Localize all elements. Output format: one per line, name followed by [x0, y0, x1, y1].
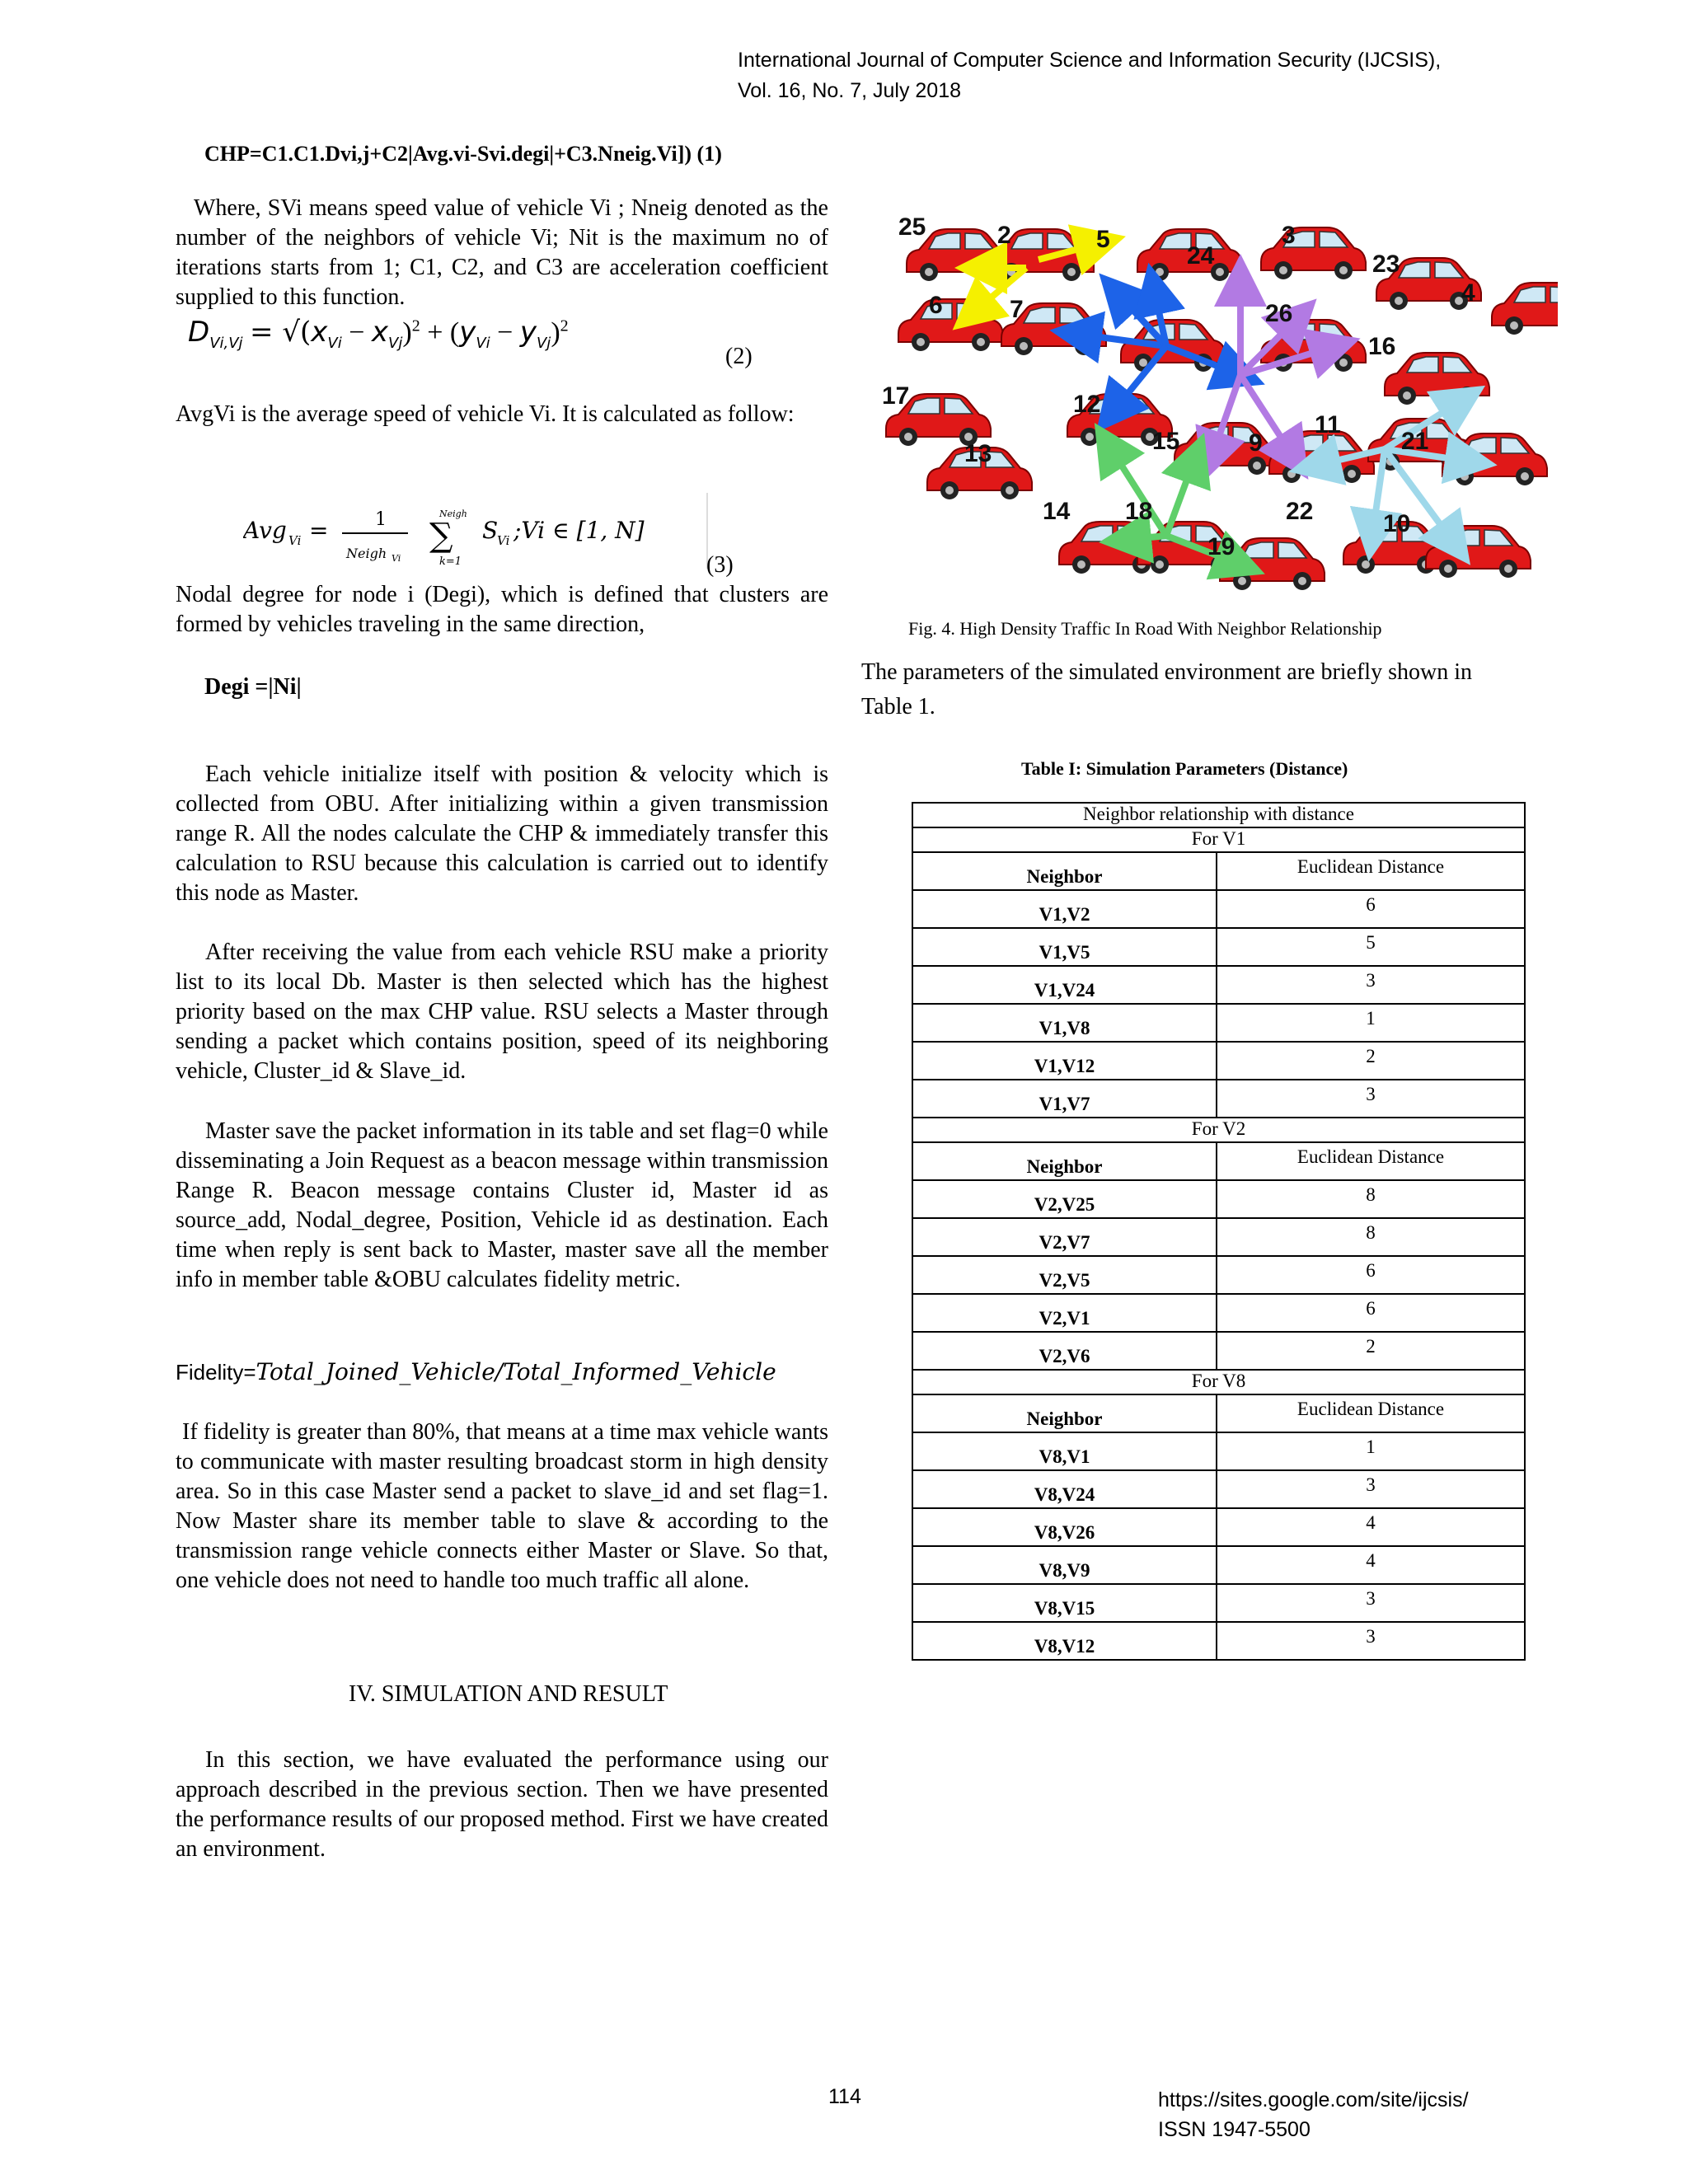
table-row — [912, 1622, 1525, 1660]
table-title-row — [912, 803, 1525, 827]
neighbor-pair: V1,V7 — [912, 1080, 1217, 1118]
euclidean-distance: 1 — [1217, 1004, 1525, 1042]
car-6 — [898, 299, 1003, 351]
svg-text:Avg: Avg — [243, 517, 287, 544]
fidelity-label: Fidelity= — [176, 1360, 256, 1385]
table-title: Neighbor relationship with distance — [912, 803, 1525, 827]
car-4 — [1492, 283, 1558, 335]
figure-label-16: 16 — [1368, 333, 1396, 360]
svg-text:Vi: Vi — [392, 553, 401, 564]
paragraph-2 — [176, 938, 828, 1086]
svg-text:Neigh: Neigh — [346, 546, 387, 561]
svg-text:Vi: Vi — [288, 533, 302, 548]
table-row — [912, 1218, 1525, 1256]
svg-text:Neigh: Neigh — [439, 509, 467, 519]
neighbor-pair: V1,V12 — [912, 1042, 1217, 1080]
section-heading: IV. SIMULATION AND RESULT — [349, 1681, 668, 1707]
car-16 — [1385, 353, 1489, 405]
footer-issn: ISSN 1947-5500 — [1158, 2118, 1311, 2141]
figure-label-6: 6 — [929, 292, 943, 319]
equation-1: CHP=C1.C1.Dvi,j+C2|Avg.vi-Svi.degi|+C3.Nneig.Vi]) (1) — [204, 142, 722, 166]
column-header-distance: Euclidean Distance — [1217, 852, 1525, 890]
euclidean-distance: 1 — [1217, 1432, 1525, 1470]
table-row — [912, 966, 1525, 1004]
figure-label-12: 12 — [1073, 391, 1101, 418]
neighbor-pair: V8,V24 — [912, 1470, 1217, 1508]
figure-label-10: 10 — [1383, 510, 1411, 537]
euclidean-distance: 2 — [1217, 1332, 1525, 1370]
neighbor-pair: V8,V12 — [912, 1622, 1217, 1660]
figure-label-17: 17 — [882, 382, 910, 410]
fidelity-formula — [176, 1358, 776, 1386]
neighbor-pair: V2,V25 — [912, 1180, 1217, 1218]
table-caption: Table I: Simulation Parameters (Distance) — [1021, 758, 1348, 779]
svg-text:Vi: Vi — [497, 533, 510, 548]
neighbor-pair: V8,V26 — [912, 1508, 1217, 1546]
table-row — [912, 1256, 1525, 1294]
euclidean-distance: 8 — [1217, 1180, 1525, 1218]
equation-3-formula — [243, 507, 705, 573]
paragraph-nodal-text: Nodal degree for node i (Degi), which is defined that clusters are formed by vehicles traveling in the same direction, — [176, 582, 828, 637]
paragraph-3 — [176, 1117, 828, 1295]
euclidean-distance: 6 — [1217, 890, 1525, 928]
table-row — [912, 1004, 1525, 1042]
paragraph-where-text: Where, SVi means speed value of vehicle Vi ; Nneig denoted as the number of the neighbors of vehicle Vi; Nit is the maximum no of iterations starts from 1; C1, C2, and C3 are acceleration coefficient supplied to this function. — [176, 195, 828, 310]
paragraph-4 — [176, 1418, 828, 1596]
neighbor-pair: V2,V7 — [912, 1218, 1217, 1256]
paragraph-4-text: If fidelity is greater than 80%, that means at a time max vehicle wants to communicate with master resulting broadcast storm in high density area. So in this case Master send a packet to slave_id and set flag=1. Now Master share its member table to slave & according to the transmission range vehicle connects either Master or Slave. So that, one vehicle does not need to handle too much traffic all alone. — [176, 1419, 828, 1593]
euclidean-distance: 3 — [1217, 1080, 1525, 1118]
paragraph-3-text: Master save the packet information in its table and set flag=0 while disseminating a Join Request as a beacon message within transmission Range R. Beacon message contains Cluster id, Master id as source_add, Nodal_degree, Position, Vehicle id as destination. Each time when reply is sent back to Master, master save all the member info in member table &OBU calculates fidelity metric. — [176, 1118, 828, 1292]
equation-2-formula: $D_{Vi,Vj} = √(x_{Vi} - x_{Vj})^2 + (y_{Vi} - y_{Vj})^2$ — [188, 316, 569, 352]
figure-label-24: 24 — [1187, 242, 1215, 269]
table-row — [912, 1080, 1525, 1118]
simulation-table — [912, 802, 1526, 1661]
svg-text:∑: ∑ — [429, 517, 453, 555]
figure-caption: Fig. 4. High Density Traffic In Road With Neighbor Relationship — [908, 618, 1382, 639]
figure-label-2: 2 — [997, 222, 1011, 249]
figure-label-22: 22 — [1286, 498, 1314, 525]
table-row — [912, 1546, 1525, 1584]
neighbor-pair: V2,V6 — [912, 1332, 1217, 1370]
table-group-title: For V1 — [912, 827, 1525, 852]
euclidean-distance: 3 — [1217, 1470, 1525, 1508]
figure-label-23: 23 — [1372, 251, 1400, 278]
table-row — [912, 1294, 1525, 1332]
figure-label-5: 5 — [1096, 226, 1110, 253]
neighbor-pair: V8,V15 — [912, 1584, 1217, 1622]
euclidean-distance: 4 — [1217, 1546, 1525, 1584]
table-header-row — [912, 852, 1525, 890]
table-group-row — [912, 1118, 1525, 1142]
journal-title: International Journal of Computer Science and Information Security (IJCSIS), — [738, 49, 1442, 72]
euclidean-distance: 4 — [1217, 1508, 1525, 1546]
euclidean-distance: 2 — [1217, 1042, 1525, 1080]
column-header-neighbor: Neighbor — [912, 852, 1217, 890]
figure-label-7: 7 — [1010, 296, 1024, 323]
figure-label-3: 3 — [1282, 222, 1296, 249]
figure-label-21: 21 — [1401, 428, 1429, 455]
neighbor-pair: V8,V9 — [912, 1546, 1217, 1584]
euclidean-distance: 3 — [1217, 1622, 1525, 1660]
equation-2-number: (2) — [725, 344, 753, 369]
neighbor-pair: V1,V8 — [912, 1004, 1217, 1042]
table-row — [912, 890, 1525, 928]
table-row — [912, 1584, 1525, 1622]
table-group-title: For V2 — [912, 1118, 1525, 1142]
figure-label-19: 19 — [1207, 533, 1236, 560]
car-10 — [1426, 526, 1531, 578]
simulation-table-body — [912, 803, 1525, 1660]
equation-3-number: (3) — [706, 552, 734, 578]
euclidean-distance: 5 — [1217, 928, 1525, 966]
column-header-distance: Euclidean Distance — [1217, 1142, 1525, 1180]
figure-label-15: 15 — [1152, 428, 1180, 455]
journal-issue: Vol. 16, No. 7, July 2018 — [738, 79, 962, 102]
figure-label-13: 13 — [964, 440, 992, 467]
paragraph-5 — [176, 1746, 828, 1864]
paragraph-1-text: Each vehicle initialize itself with position & velocity which is collected from OBU. After initializing within a given transmission range R. All the nodes calculate the CHP & immediately transfer this calculation to RSU because this calculation is carried out to identify this node as Master. — [176, 762, 828, 906]
euclidean-distance: 3 — [1217, 1584, 1525, 1622]
table-row — [912, 1470, 1525, 1508]
euclidean-distance: 3 — [1217, 966, 1525, 1004]
fidelity-expression: Total_Joined_Vehicle/Total_Informed_Vehicle — [256, 1358, 776, 1385]
neighbor-pair: V2,V5 — [912, 1256, 1217, 1294]
svg-text:1: 1 — [375, 509, 387, 530]
euclidean-distance: 8 — [1217, 1218, 1525, 1256]
svg-text:=: = — [309, 517, 329, 544]
svg-text:S: S — [482, 517, 499, 544]
table-row — [912, 928, 1525, 966]
journal-header — [738, 45, 1441, 106]
figure-label-11: 11 — [1315, 411, 1341, 438]
neighbor-pair: V1,V24 — [912, 966, 1217, 1004]
page-number: 114 — [828, 2085, 861, 2108]
table-group-row — [912, 1370, 1525, 1394]
column-header-neighbor: Neighbor — [912, 1142, 1217, 1180]
paragraph-nodal — [176, 580, 828, 640]
table-header-row — [912, 1142, 1525, 1180]
table-group-row — [912, 827, 1525, 852]
table-row — [912, 1432, 1525, 1470]
car-3 — [1261, 227, 1366, 279]
column-header-distance: Euclidean Distance — [1217, 1394, 1525, 1432]
footer-info — [1158, 2085, 1469, 2144]
column-header-neighbor: Neighbor — [912, 1394, 1217, 1432]
equation-3-svg — [243, 507, 705, 573]
neighbor-pair: V1,V2 — [912, 890, 1217, 928]
table-group-title: For V8 — [912, 1370, 1525, 1394]
table-row — [912, 1332, 1525, 1370]
euclidean-distance: 6 — [1217, 1256, 1525, 1294]
figure-label-14: 14 — [1043, 498, 1071, 525]
table-row — [912, 1180, 1525, 1218]
figure-label-26: 26 — [1265, 300, 1293, 327]
figure-label-4: 4 — [1461, 279, 1475, 307]
neighbor-pair: V2,V1 — [912, 1294, 1217, 1332]
figure-traffic — [878, 210, 1558, 606]
paragraph-2-text: After receiving the value from each vehicle RSU make a priority list to its local Db. Master is then selected which has the highest priority based on the max CHP value. RSU selects a Master through sending a packet which contains position, speed of its neighboring vehicle, Cluster_id & Slave_id. — [176, 940, 828, 1084]
paragraph-1 — [176, 760, 828, 908]
figure-label-18: 18 — [1125, 498, 1153, 525]
table-row — [912, 1042, 1525, 1080]
paragraph-where — [176, 194, 828, 312]
table-row — [912, 1508, 1525, 1546]
svg-text:;Vi ∈ [1, N]: ;Vi ∈ [1, N] — [513, 517, 645, 544]
neighbor-pair: V1,V5 — [912, 928, 1217, 966]
paragraph-avg — [176, 400, 828, 429]
paragraph-params — [861, 655, 1488, 724]
euclidean-distance: 6 — [1217, 1294, 1525, 1332]
equation-degree: Degi =|Ni| — [204, 674, 302, 700]
neighbor-pair: V8,V1 — [912, 1432, 1217, 1470]
paragraph-5-text: In this section, we have evaluated the performance using our approach described in the previous section. Then we have presented the performance results of our proposed method. First we have created an environment. — [176, 1747, 828, 1862]
svg-text:k=1: k=1 — [439, 555, 462, 568]
footer-url[interactable]: https://sites.google.com/site/ijcsis/ — [1158, 2088, 1469, 2111]
simulation-table-wrapper — [912, 802, 1526, 1661]
paragraph-avg-text: AvgVi is the average speed of vehicle Vi. It is calculated as follow: — [176, 401, 795, 427]
table-header-row — [912, 1394, 1525, 1432]
figure-label-9: 9 — [1249, 429, 1263, 457]
traffic-diagram — [878, 210, 1558, 606]
figure-label-25: 25 — [898, 213, 926, 241]
paragraph-params-text: The parameters of the simulated environment are briefly shown in Table 1. — [861, 659, 1472, 719]
